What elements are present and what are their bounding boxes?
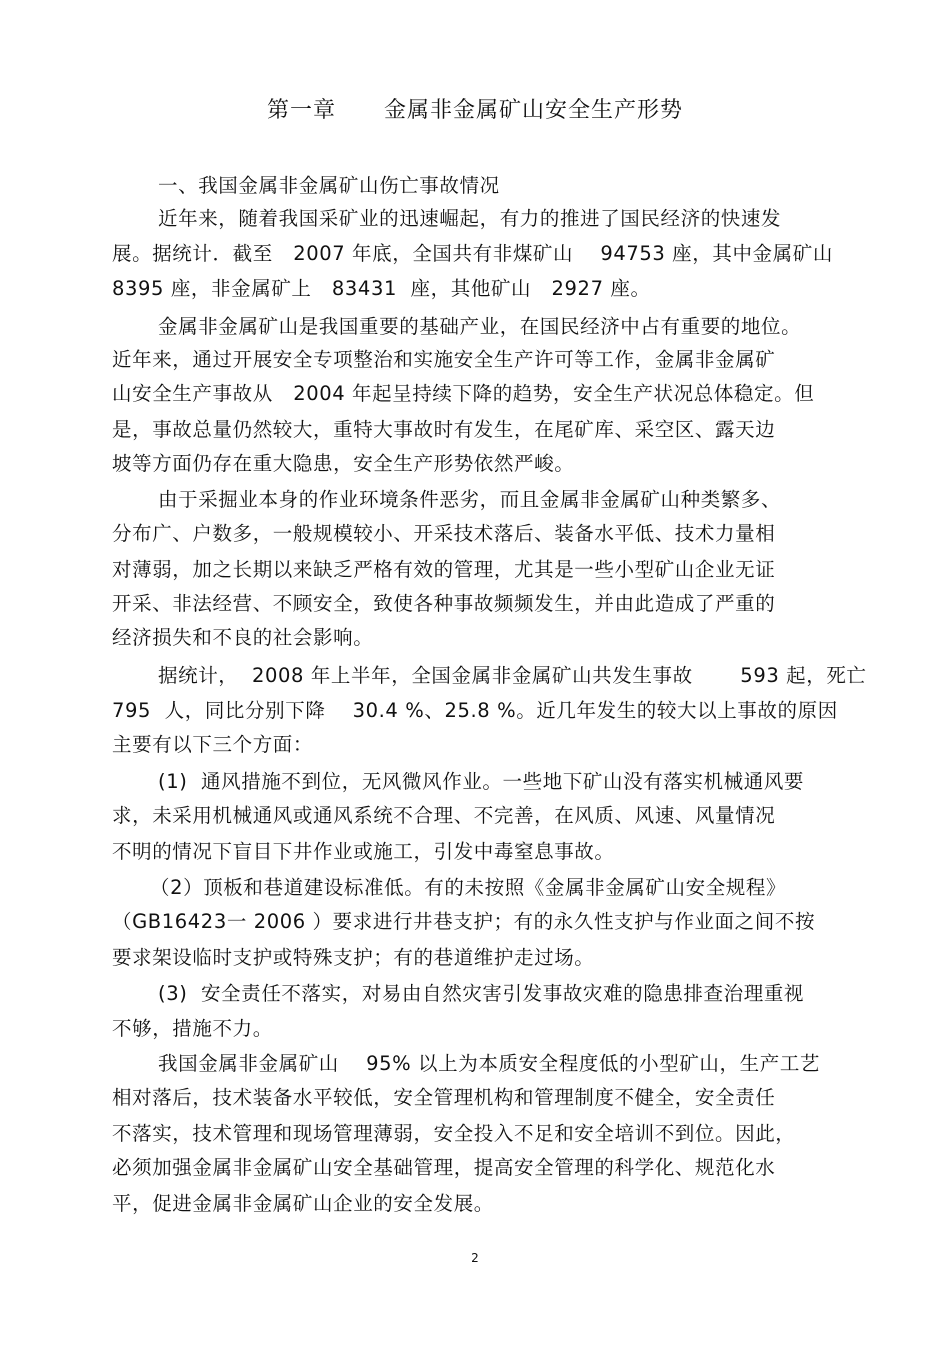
paragraph-line: 795 人，同比分别下降 30.4 %、25.8 %。近几年发生的较大以上事故的原因	[112, 699, 838, 722]
paragraph-line: 近年来，随着我国采矿业的迅速崛起，有力的推进了国民经济的快速发	[158, 207, 782, 230]
paragraph-line: 求，未采用机械通风或通风系统不合理、不完善，在风质、风速、风量情况	[112, 804, 776, 827]
paragraph-line: （GB16423一 2006 ）要求进行井巷支护；有的永久性支护与作业面之间不按	[112, 910, 816, 933]
paragraph-line: 对薄弱，加之长期以来缺乏严格有效的管理，尤其是一些小型矿山企业无证	[112, 558, 776, 581]
paragraph-line: 分布广、户数多，一般规模较小、开采技术落后、装备水平低、技术力量相	[112, 522, 776, 545]
paragraph-line: 据统计， 2008 年上半年，全国金属非金属矿山共发生事故 593 起，死亡	[158, 664, 867, 687]
paragraph-line: 展。据统计．截至 2007 年底，全国共有非煤矿山 94753 座，其中金属矿山	[112, 242, 833, 265]
paragraph-line: 近年来，通过开展安全专项整治和实施安全生产许可等工作，金属非金属矿	[112, 348, 776, 371]
paragraph-line: 开采、非法经营、不顾安全，致使各种事故频频发生，并由此造成了严重的	[112, 592, 776, 615]
paragraph-line: 坡等方面仍存在重大隐患，安全生产形势依然严峻。	[112, 452, 575, 475]
paragraph-line: 是，事故总量仍然较大，重特大事故时有发生，在尾矿库、采空区、露天边	[112, 418, 776, 441]
section-heading: 一、我国金属非金属矿山伤亡事故情况	[158, 174, 500, 197]
chapter-title: 第一章 金属非金属矿山安全生产形势	[267, 98, 683, 123]
paragraph-line: 平，促进金属非金属矿山企业的安全发展。	[112, 1192, 494, 1215]
page-number: 2	[471, 1251, 479, 1265]
paragraph-line: 不够，措施不力。	[112, 1017, 273, 1040]
paragraph-line: 8395 座，非金属矿上 83431 座，其他矿山 2927 座。	[112, 277, 651, 300]
paragraph-line: 我国金属非金属矿山 95% 以上为本质安全程度低的小型矿山，生产工艺	[158, 1052, 821, 1075]
paragraph-line: 不落实，技术管理和现场管理薄弱，安全投入不足和安全培训不到位。因此，	[112, 1122, 796, 1145]
paragraph-line: (3) 安全责任不落实，对易由自然灾害引发事故灾难的隐患排查治理重视	[158, 982, 805, 1005]
paragraph-line: （2）顶板和巷道建设标准低。有的未按照《金属非金属矿山安全规程》	[150, 876, 787, 899]
paragraph-line: 相对落后，技术装备水平较低，安全管理机构和管理制度不健全，安全责任	[112, 1086, 776, 1109]
paragraph-line: 必须加强金属非金属矿山安全基础管理，提高安全管理的科学化、规范化水	[112, 1156, 776, 1179]
paragraph-line: 要求架设临时支护或特殊支护；有的巷道维护走过场。	[112, 946, 595, 969]
paragraph-line: 由于采掘业本身的作业环境条件恶劣，而且金属非金属矿山种类繁多、	[158, 488, 782, 511]
paragraph-line: 不明的情况下盲目下井作业或施工，引发中毒窒息事故。	[112, 840, 615, 863]
paragraph-line: 经济损失和不良的社会影响。	[112, 626, 374, 649]
paragraph-line: (1) 通风措施不到位，无风微风作业。一些地下矿山没有落实机械通风要	[158, 770, 805, 793]
paragraph-line: 山安全生产事故从 2004 年起呈持续下降的趋势，安全生产状况总体稳定。但	[112, 382, 815, 405]
paragraph-line: 主要有以下三个方面：	[112, 733, 314, 756]
paragraph-line: 金属非金属矿山是我国重要的基础产业，在国民经济中占有重要的地位。	[158, 315, 802, 338]
